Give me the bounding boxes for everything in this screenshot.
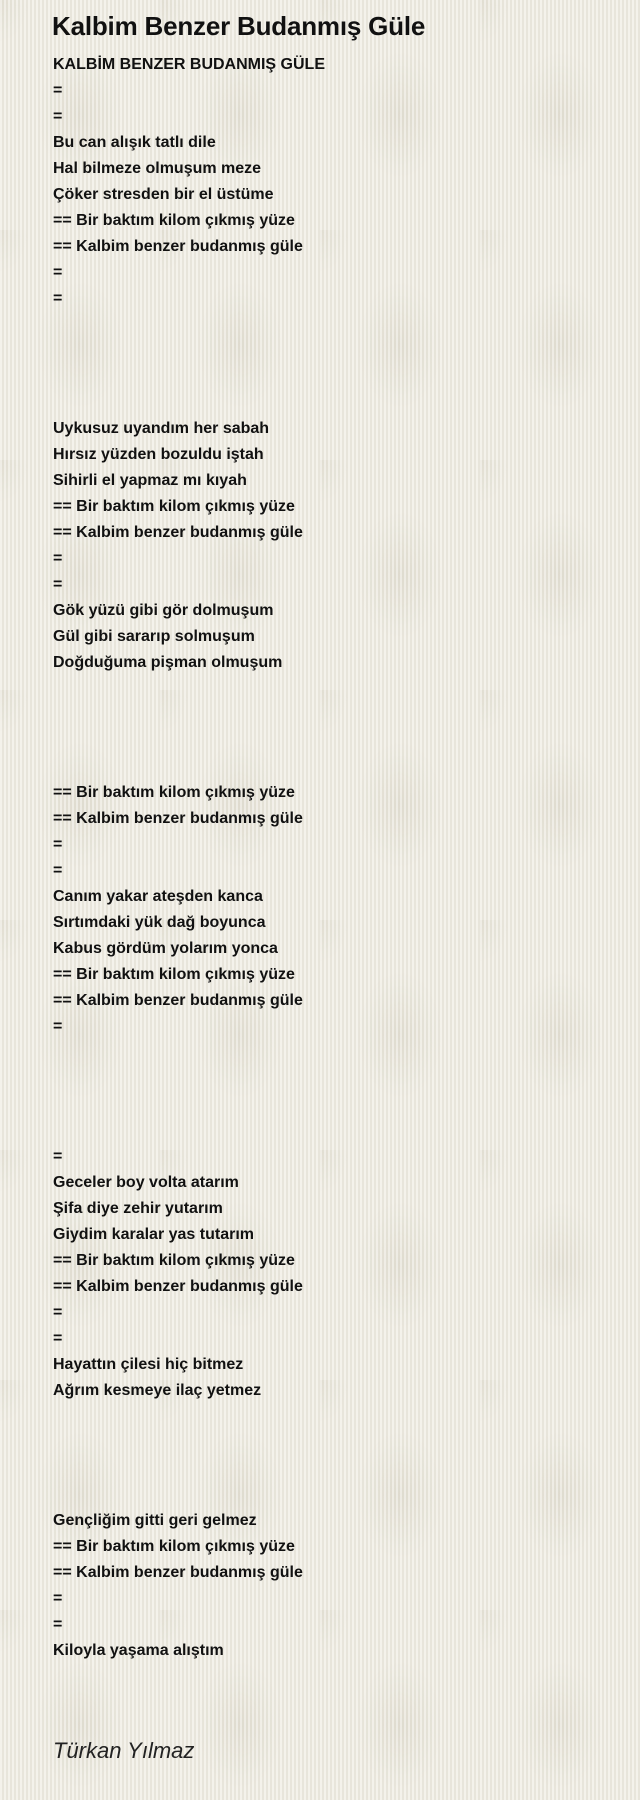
poem-line: Kiloyla yaşama alıştım xyxy=(53,1642,224,1659)
poem-line: == Kalbim benzer budanmış güle xyxy=(53,810,303,827)
poem-line: == Kalbim benzer budanmış güle xyxy=(53,992,303,1009)
poem-line: Sırtımdaki yük dağ boyunca xyxy=(53,914,266,931)
poem-line: Gül gibi sararıp solmuşum xyxy=(53,628,255,645)
poem-blank-line xyxy=(53,1118,613,1144)
poem-line: = xyxy=(53,1148,63,1165)
poem-line: Geceler boy volta atarım xyxy=(53,1174,239,1191)
poem-line: == Bir baktım kilom çıkmış yüze xyxy=(53,1538,295,1555)
poem-blank-line xyxy=(53,702,613,728)
poem-line: = xyxy=(53,1616,63,1633)
poem-blank-line xyxy=(53,1404,613,1430)
poem-blank-line xyxy=(53,364,613,390)
poem-line: = xyxy=(53,82,63,99)
poem-line: Giydim karalar yas tutarım xyxy=(53,1226,254,1243)
poem-line: Gençliğim gitti geri gelmez xyxy=(53,1512,257,1529)
poem-line: = xyxy=(53,1590,63,1607)
poem-line: Canım yakar ateşden kanca xyxy=(53,888,263,905)
poem-line: == Bir baktım kilom çıkmış yüze xyxy=(53,212,295,229)
poem-line: = xyxy=(53,1330,63,1347)
poem-line: = xyxy=(53,862,63,879)
poem-title: Kalbim Benzer Budanmış Güle xyxy=(52,11,426,41)
poem-blank-line xyxy=(53,1456,613,1482)
poem-line: Doğduğuma pişman olmuşum xyxy=(53,654,283,671)
poem-blank-line xyxy=(53,312,613,338)
poem-line: Sihirli el yapmaz mı kıyah xyxy=(53,472,247,489)
poem-line: == Bir baktım kilom çıkmış yüze xyxy=(53,1252,295,1269)
poem-line: Ağrım kesmeye ilaç yetmez xyxy=(53,1382,262,1399)
poem-line: == Bir baktım kilom çıkmış yüze xyxy=(53,784,295,801)
poem-line: Hal bilmeze olmuşum meze xyxy=(53,160,262,177)
poem-blank-line xyxy=(53,1040,613,1066)
poem-line: = xyxy=(53,1018,63,1035)
poem-body xyxy=(53,52,613,1664)
poem-blank-line xyxy=(53,728,613,754)
poem-line: = xyxy=(53,108,63,125)
poem-blank-line xyxy=(53,1066,613,1092)
poem-line: == Bir baktım kilom çıkmış yüze xyxy=(53,966,295,983)
poem-blank-line xyxy=(53,676,613,702)
poem-line: = xyxy=(53,290,63,307)
poem-blank-line xyxy=(53,1430,613,1456)
poem-line: Bu can alışık tatlı dile xyxy=(53,134,216,151)
poem-line: == Kalbim benzer budanmış güle xyxy=(53,1564,303,1581)
poem-line: == Kalbim benzer budanmış güle xyxy=(53,238,303,255)
poem-blank-line xyxy=(53,1092,613,1118)
poem-line: = xyxy=(53,1304,63,1321)
poem-blank-line xyxy=(53,754,613,780)
poem-line: KALBİM BENZER BUDANMIŞ GÜLE xyxy=(53,56,325,73)
poem-blank-line xyxy=(53,390,613,416)
poem-blank-line xyxy=(53,338,613,364)
poem-line: == Kalbim benzer budanmış güle xyxy=(53,1278,303,1295)
poem-line: = xyxy=(53,264,63,281)
poem-line: = xyxy=(53,836,63,853)
poem-line: Hırsız yüzden bozuldu iştah xyxy=(53,446,264,463)
poem-line: Şifa diye zehir yutarım xyxy=(53,1200,223,1217)
poem-line: Hayattın çilesi hiç bitmez xyxy=(53,1356,244,1373)
poem-line: = xyxy=(53,550,63,567)
poem-line: Gök yüzü gibi gör dolmuşum xyxy=(53,602,274,619)
poem-line: Uykusuz uyandım her sabah xyxy=(53,420,270,437)
poem-line: Kabus gördüm yolarım yonca xyxy=(53,940,278,957)
poem-line: == Kalbim benzer budanmış güle xyxy=(53,524,303,541)
poem-line: Çöker stresden bir el üstüme xyxy=(53,186,274,203)
poem-author: Türkan Yılmaz xyxy=(53,1738,195,1763)
poem-line: = xyxy=(53,576,63,593)
poem-blank-line xyxy=(53,1482,613,1508)
poem-line: == Bir baktım kilom çıkmış yüze xyxy=(53,498,295,515)
